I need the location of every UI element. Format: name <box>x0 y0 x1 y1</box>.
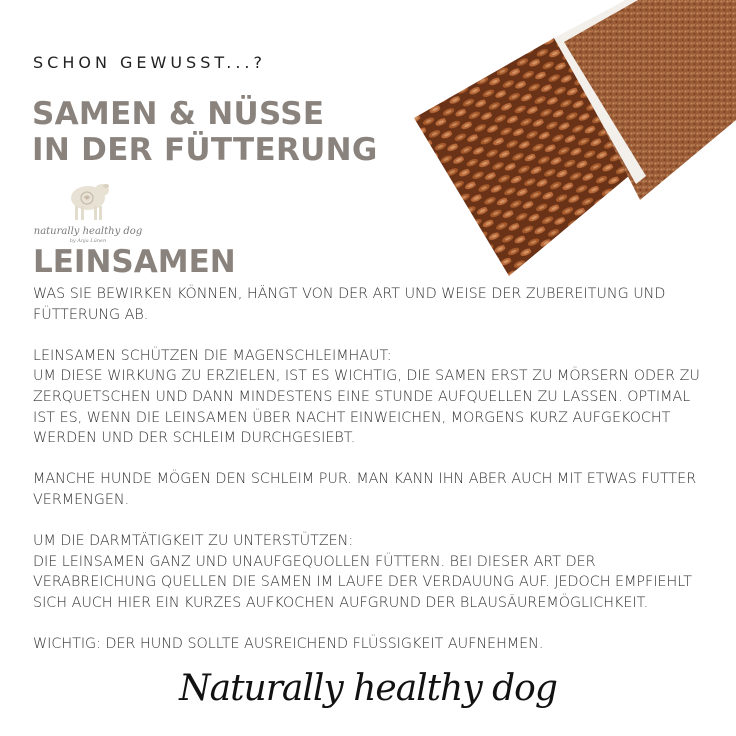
kicker-text: SCHON GEWUSST...? <box>33 53 266 72</box>
page-title <box>32 96 378 168</box>
paragraph-stomach-title: LEINSAMEN SCHÜTZEN DIE MAGENSCHLEIMHAUT: <box>33 347 392 364</box>
signature: Naturally healthy dog <box>179 668 557 709</box>
title-line-2: IN DER FÜTTERUNG <box>32 132 378 168</box>
paragraph-bowel-body: DIE LEINSAMEN GANZ UND UNAUFGEQUOLLEN FÜTTERN. BEI DIESER ART DER VERABREICHUNG QUELLEN DIE SAMEN IM LAUFE DER VERDAUUNG AUF. JEDOCH EMPFIEHLT SICH AUCH HIER EIN KURZES AUFKOCHEN AUFGRUND DER BLAUSÄUREMÖGLICHKEIT. <box>33 553 692 611</box>
logo-text: naturally healthy dog <box>33 226 143 237</box>
logo-subtext: by Anja Lünen <box>69 238 107 244</box>
paragraph-important: WICHTIG: DER HUND SOLLTE AUSREICHEND FLÜSSIGKEIT AUFNEHMEN. <box>33 636 544 653</box>
paragraph-intro: WAS SIE BEWIRKEN KÖNNEN, HÄNGT VON DER ART UND WEISE DER ZUBEREITUNG UND FÜTTERUNG AB. <box>33 286 666 323</box>
section-heading: LEINSAMEN <box>33 244 236 280</box>
title-line-1: SAMEN & NÜSSE <box>32 96 325 132</box>
body-text <box>33 284 713 655</box>
paragraph-bowel-title: UM DIE DARMTÄTIGKEIT ZU UNTERSTÜTZEN: <box>33 533 354 550</box>
paragraph-mucus: MANCHE HUNDE MÖGEN DEN SCHLEIM PUR. MAN KANN IHN ABER AUCH MIT ETWAS FUTTER VERMENGEN. <box>33 471 697 508</box>
flaxseed-photo <box>414 0 736 278</box>
paragraph-stomach-body: UM DIESE WIRKUNG ZU ERZIELEN, IST ES WICHTIG, DIE SAMEN ERST ZU MÖRSERN ODER ZU ZERQUETSCHEN UND DANN MINDESTENS EINE STUNDE AUFQUELLEN ZU LASSEN. OPTIMAL IST ES, WENN DIE LEINSAMEN ÜBER NACHT EINWEICHEN, MORGENS KURZ AUFGEKOCHT WERDEN UND DER SCHLEIM DURCHGESIEBT. <box>33 368 700 447</box>
